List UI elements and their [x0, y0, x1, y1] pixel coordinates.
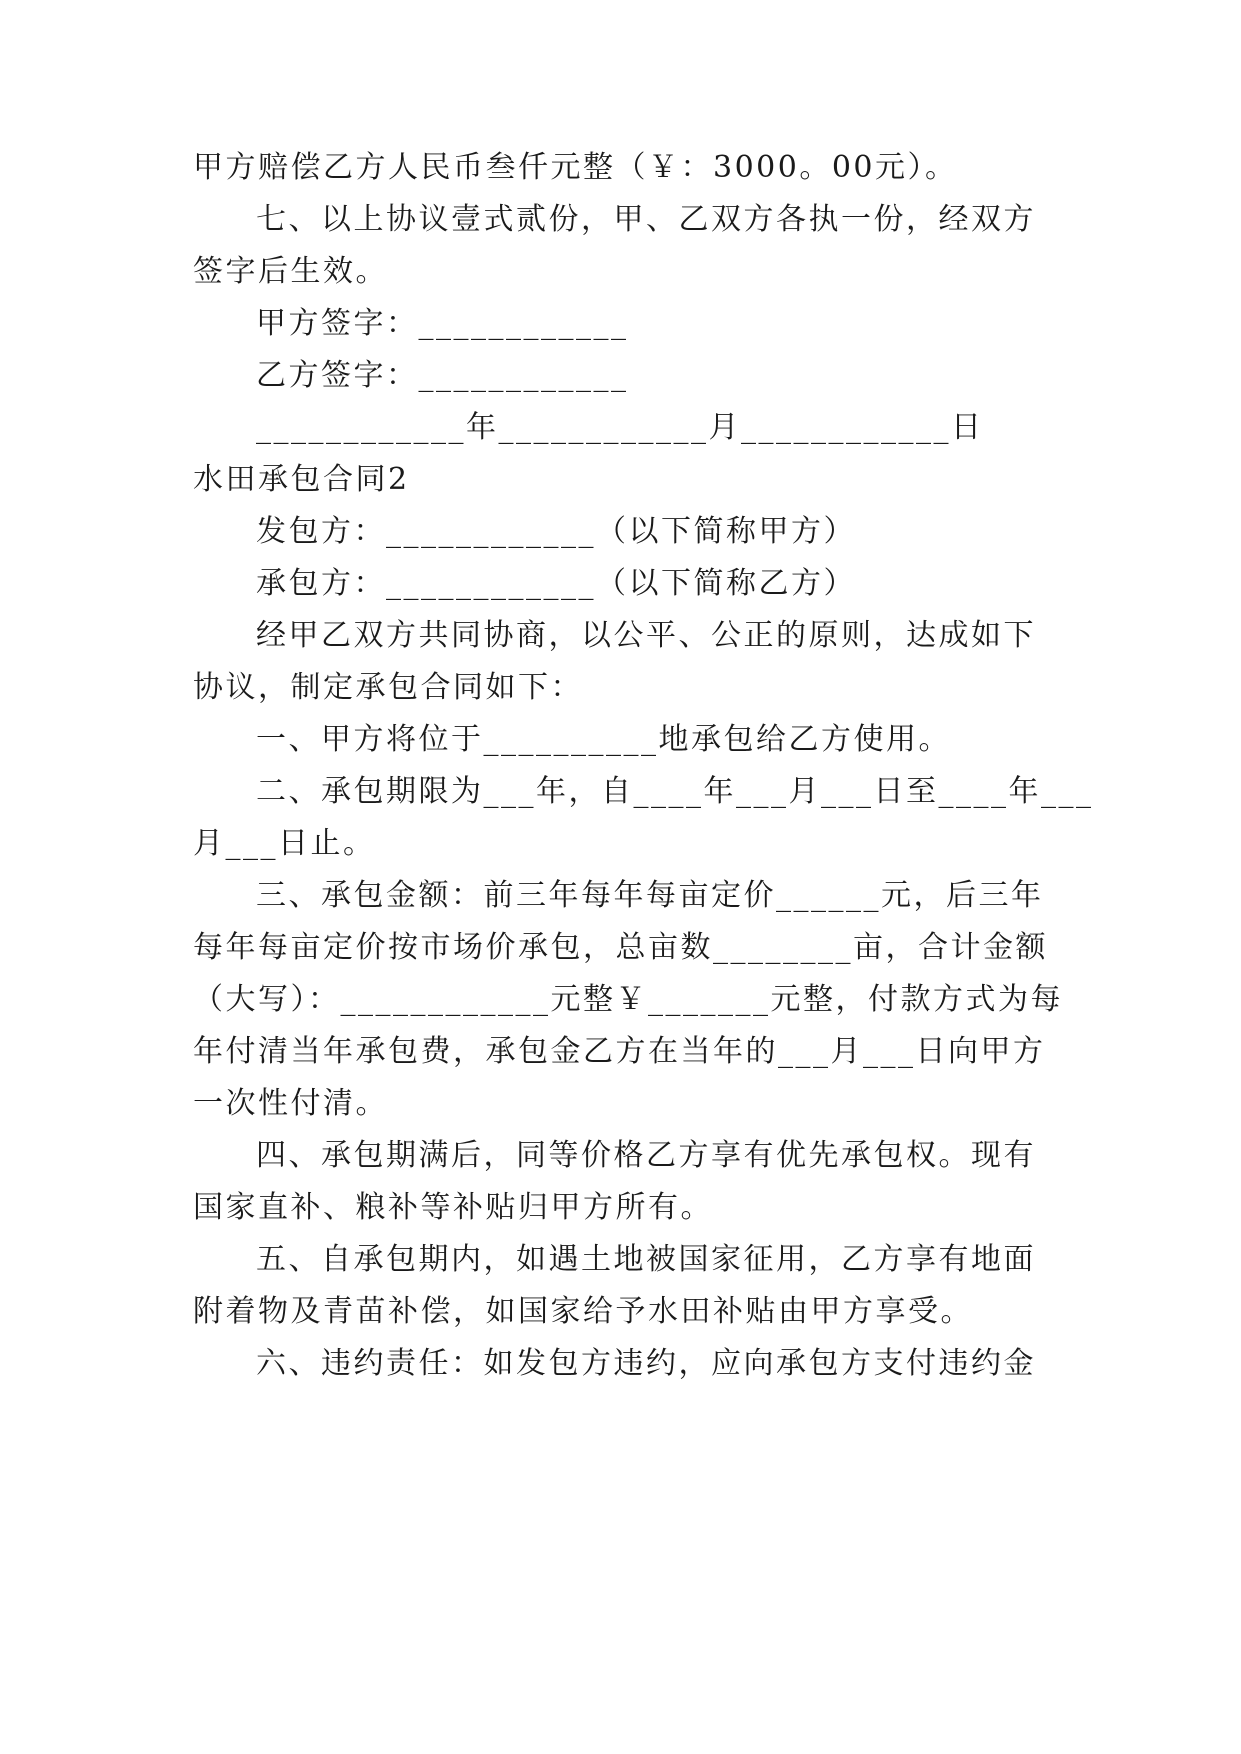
section-title: 水田承包合同2 [193, 462, 410, 497]
text-line: （大写）：____________元整￥_______元整，付款方式为每 [193, 982, 1063, 1017]
text-line: 月___日止。 [193, 826, 376, 861]
text-line: 承包方：____________（以下简称乙方） [256, 566, 856, 601]
text-line: 协议，制定承包合同如下： [193, 670, 583, 705]
text-line: 六、违约责任：如发包方违约，应向承包方支付违约金 [256, 1346, 1036, 1381]
text-line: 一、甲方将位于__________地承包给乙方使用。 [256, 722, 951, 757]
date-line: ____________年____________月____________日 [256, 410, 984, 445]
text-line: 经甲乙双方共同协商，以公平、公正的原则，达成如下 [256, 618, 1036, 653]
text-line: 四、承包期满后，同等价格乙方享有优先承包权。现有 [256, 1138, 1036, 1173]
text-line: 每年每亩定价按市场价承包，总亩数________亩，合计金额 [193, 930, 1048, 965]
text-line: 发包方：____________（以下简称甲方） [256, 514, 856, 549]
text-line: 年付清当年承包费，承包金乙方在当年的___月___日向甲方 [193, 1034, 1046, 1069]
text-line: 一次性付清。 [193, 1086, 388, 1121]
text-line: 甲方赔偿乙方人民币叁仟元整（￥：3000。00元）。 [193, 150, 958, 185]
text-line: 签字后生效。 [193, 254, 388, 289]
text-line: 七、以上协议壹式贰份，甲、乙双方各执一份，经双方 [256, 202, 1036, 237]
text-line: 附着物及青苗补偿，如国家给予水田补贴由甲方享受。 [193, 1294, 973, 1329]
text-line: 国家直补、粮补等补贴归甲方所有。 [193, 1190, 713, 1225]
text-line: 五、自承包期内，如遇土地被国家征用，乙方享有地面 [256, 1242, 1036, 1277]
text-line: 三、承包金额：前三年每年每亩定价______元，后三年 [256, 878, 1044, 913]
signature-line-party-a: 甲方签字：____________ [256, 306, 629, 341]
signature-line-party-b: 乙方签字：____________ [256, 358, 629, 393]
text-line: 二、承包期限为___年，自____年___月___日至____年___ [256, 774, 1094, 809]
